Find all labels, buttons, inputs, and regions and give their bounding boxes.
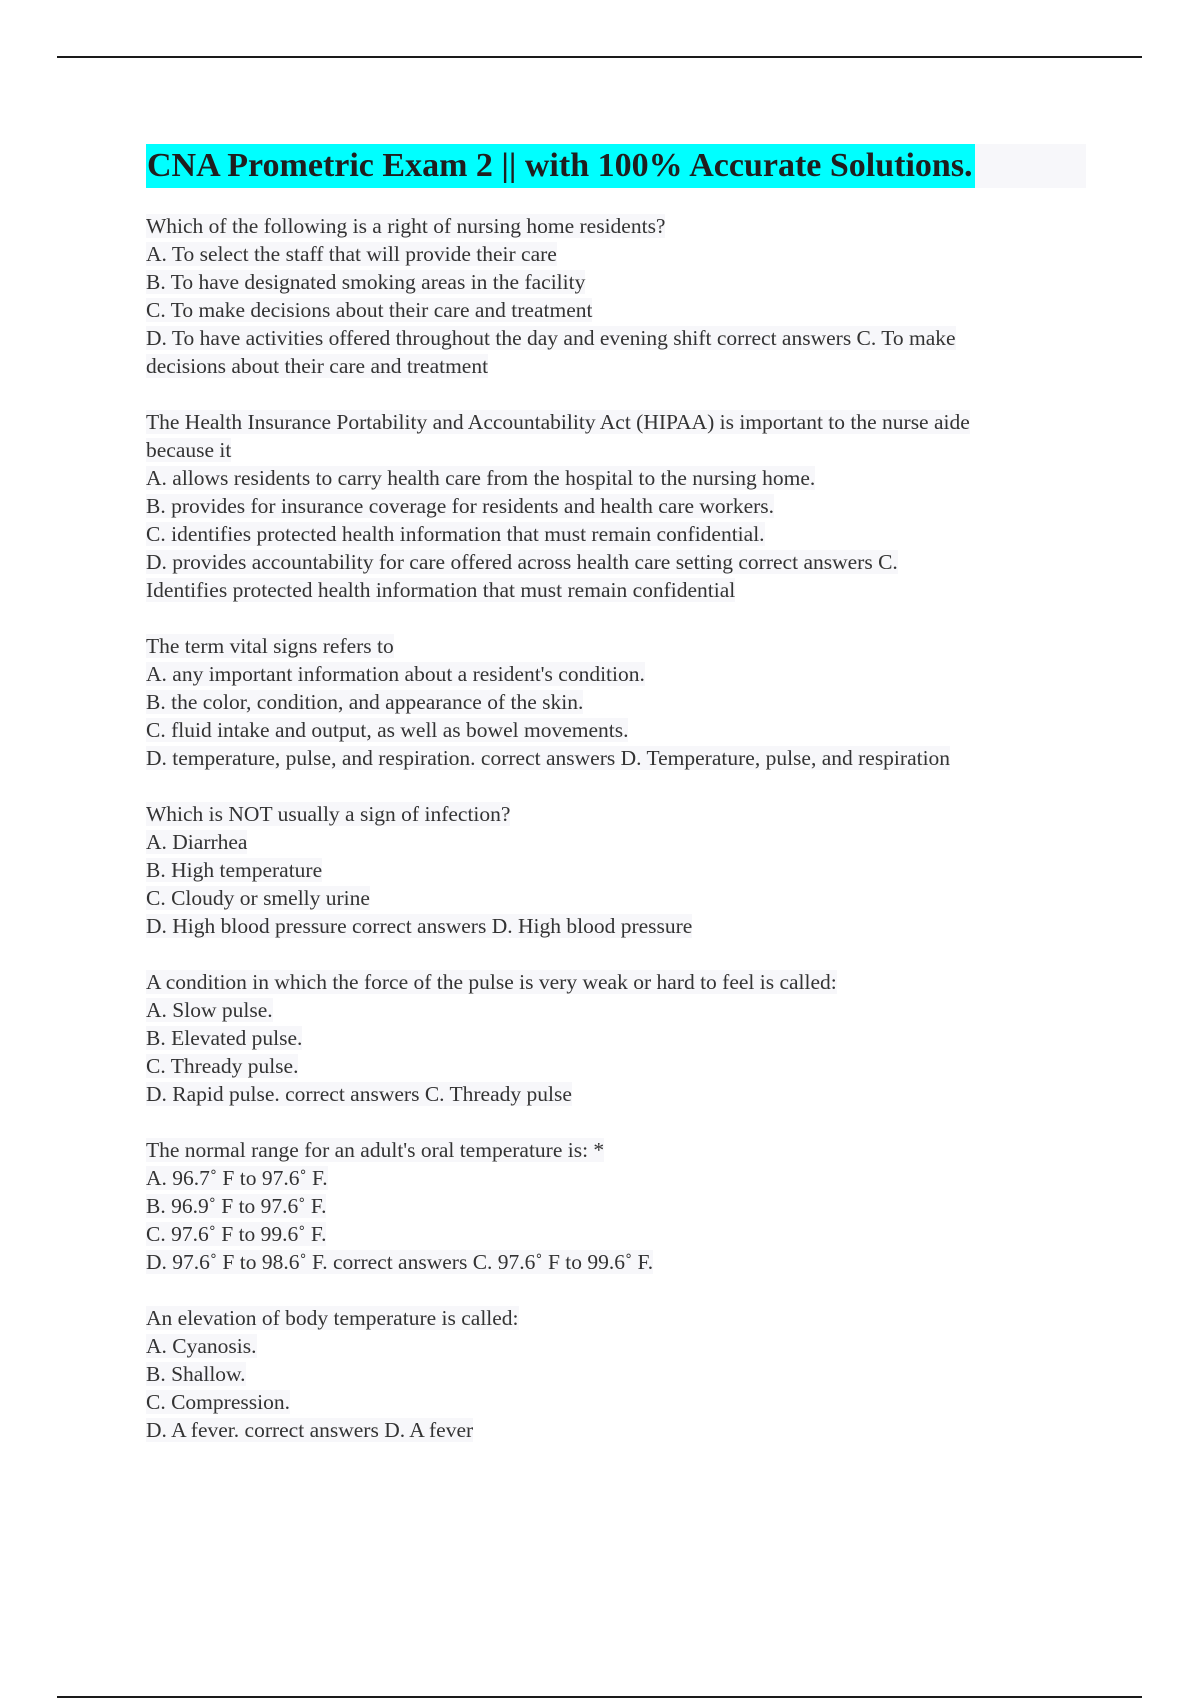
- line-text: Which of the following is a right of nursing home residents?: [146, 214, 666, 238]
- line-text: B. the color, condition, and appearance of the skin.: [146, 690, 584, 714]
- question-text: [146, 408, 1086, 436]
- answer-line: [146, 1052, 1086, 1080]
- line-text: D. Rapid pulse. correct answers C. Thready pulse: [146, 1082, 572, 1106]
- line-text: B. Shallow.: [146, 1362, 246, 1386]
- line-text: A. allows residents to carry health care from the hospital to the nursing home.: [146, 466, 816, 490]
- answer-line: [146, 352, 1086, 380]
- answer-line: [146, 856, 1086, 884]
- title-block: [146, 144, 1086, 188]
- answer-line: [146, 828, 1086, 856]
- line-text: A. 96.7˚ F to 97.6˚ F.: [146, 1166, 328, 1190]
- answer-line: [146, 520, 1086, 548]
- answer-line: [146, 1164, 1086, 1192]
- line-text: A. Diarrhea: [146, 830, 248, 854]
- question-text: [146, 800, 1086, 828]
- answer-line: [146, 548, 1086, 576]
- line-text: A. To select the staff that will provide their care: [146, 242, 557, 266]
- answer-line: [146, 688, 1086, 716]
- answer-line: [146, 1220, 1086, 1248]
- answer-line: [146, 744, 1086, 772]
- answer-line: [146, 1080, 1086, 1108]
- line-text: The normal range for an adult's oral temperature is: *: [146, 1138, 605, 1162]
- question-block: [146, 632, 1086, 772]
- line-text: C. Thready pulse.: [146, 1054, 299, 1078]
- answer-line: [146, 1360, 1086, 1388]
- line-text: B. 96.9˚ F to 97.6˚ F.: [146, 1194, 327, 1218]
- top-rule: [57, 56, 1142, 58]
- line-text: B. To have designated smoking areas in the facility: [146, 270, 586, 294]
- question-list: [146, 212, 1086, 1444]
- question-text: [146, 1304, 1086, 1332]
- line-text: C. Compression.: [146, 1390, 290, 1414]
- line-text: D. temperature, pulse, and respiration. correct answers D. Temperature, pulse, and respiration: [146, 746, 951, 770]
- document-title: CNA Prometric Exam 2 || with 100% Accurate Solutions.: [146, 144, 975, 188]
- answer-line: [146, 716, 1086, 744]
- answer-line: [146, 464, 1086, 492]
- line-text: C. 97.6˚ F to 99.6˚ F.: [146, 1222, 327, 1246]
- line-text: decisions about their care and treatment: [146, 354, 489, 378]
- line-text: Which is NOT usually a sign of infection?: [146, 802, 511, 826]
- line-text: A. any important information about a resident's condition.: [146, 662, 645, 686]
- line-text: A. Slow pulse.: [146, 998, 273, 1022]
- line-text: D. To have activities offered throughout the day and evening shift correct answers C. To make: [146, 326, 956, 350]
- question-text: [146, 968, 1086, 996]
- question-text: [146, 632, 1086, 660]
- question-text: [146, 1136, 1086, 1164]
- line-text: B. Elevated pulse.: [146, 1026, 303, 1050]
- answer-line: [146, 436, 1086, 464]
- line-text: The Health Insurance Portability and Accountability Act (HIPAA) is important to the nurse aide: [146, 410, 970, 434]
- line-text: An elevation of body temperature is called:: [146, 1306, 519, 1330]
- answer-line: [146, 1388, 1086, 1416]
- line-text: C. fluid intake and output, as well as bowel movements.: [146, 718, 629, 742]
- answer-line: [146, 912, 1086, 940]
- line-text: D. A fever. correct answers D. A fever: [146, 1418, 474, 1442]
- answer-line: [146, 240, 1086, 268]
- question-block: [146, 1304, 1086, 1444]
- question-block: [146, 800, 1086, 940]
- bottom-rule: [57, 1696, 1142, 1698]
- answer-line: [146, 492, 1086, 520]
- answer-line: [146, 268, 1086, 296]
- line-text: C. identifies protected health information that must remain confidential.: [146, 522, 765, 546]
- answer-line: [146, 1192, 1086, 1220]
- line-text: Identifies protected health information that must remain confidential: [146, 578, 736, 602]
- answer-line: [146, 1332, 1086, 1360]
- answer-line: [146, 660, 1086, 688]
- question-block: [146, 212, 1086, 380]
- line-text: A. Cyanosis.: [146, 1334, 257, 1358]
- line-text: B. provides for insurance coverage for residents and health care workers.: [146, 494, 775, 518]
- answer-line: [146, 296, 1086, 324]
- question-text: [146, 212, 1086, 240]
- question-block: [146, 968, 1086, 1108]
- line-text: D. 97.6˚ F to 98.6˚ F. correct answers C. 97.6˚ F to 99.6˚ F.: [146, 1250, 654, 1274]
- line-text: D. provides accountability for care offered across health care setting correct answers C.: [146, 550, 898, 574]
- answer-line: [146, 996, 1086, 1024]
- line-text: D. High blood pressure correct answers D. High blood pressure: [146, 914, 693, 938]
- answer-line: [146, 1024, 1086, 1052]
- answer-line: [146, 1248, 1086, 1276]
- question-block: [146, 408, 1086, 604]
- answer-line: [146, 1416, 1086, 1444]
- answer-line: [146, 576, 1086, 604]
- answer-line: [146, 324, 1086, 352]
- answer-line: [146, 884, 1086, 912]
- question-block: [146, 1136, 1086, 1276]
- document-body: [146, 144, 1086, 1472]
- line-text: A condition in which the force of the pulse is very weak or hard to feel is called:: [146, 970, 837, 994]
- line-text: B. High temperature: [146, 858, 323, 882]
- line-text: The term vital signs refers to: [146, 634, 394, 658]
- line-text: because it: [146, 438, 232, 462]
- line-text: C. To make decisions about their care and treatment: [146, 298, 593, 322]
- line-text: C. Cloudy or smelly urine: [146, 886, 370, 910]
